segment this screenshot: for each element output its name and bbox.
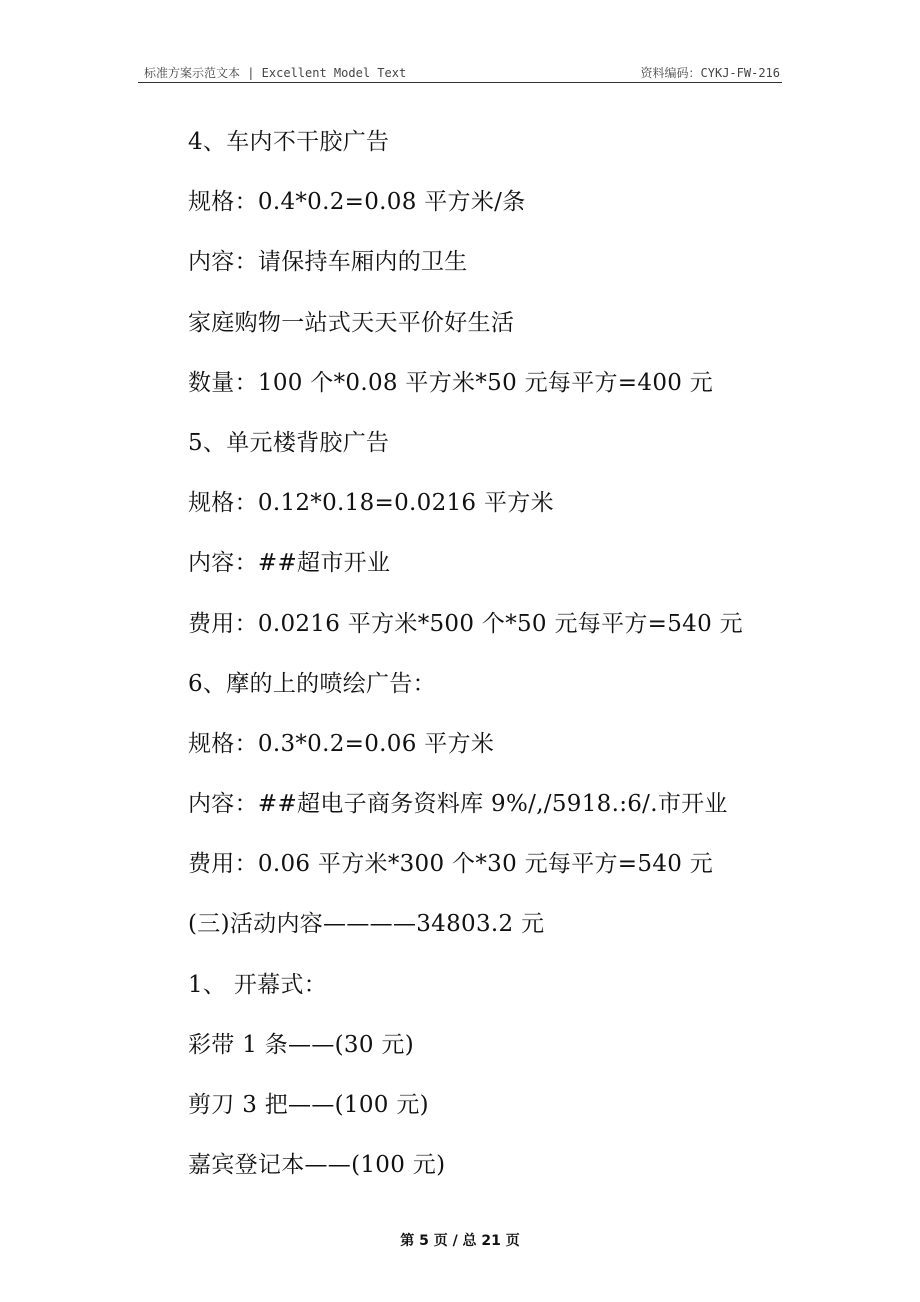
document-body: [188, 122, 788, 1205]
section-heading-motorbike-ad: 6、摩的上的喷绘广告：: [188, 670, 436, 697]
section-heading-activities: (三)活动内容————34803.2 元: [188, 911, 545, 938]
page-number: 第 5 页 / 总 21 页: [400, 1233, 520, 1249]
text-line: 家庭购物一站式天天平价好生活: [188, 309, 515, 336]
text-line: 数量：100 个*0.08 平方米*50 元每平方=400 元: [188, 369, 714, 396]
page-header: [138, 60, 782, 83]
section-heading-car-sticker: 4、车内不干胶广告: [188, 129, 390, 155]
text-line: 嘉宾登记本——(100 元): [188, 1152, 446, 1179]
text-line: 彩带 1 条——(30 元): [188, 1031, 414, 1058]
text-line: 规格：0.12*0.18=0.0216 平方米: [188, 490, 554, 517]
text-line: 剪刀 3 把——(100 元): [188, 1092, 429, 1118]
text-line: 内容：##超电子商务资料库 9%/,/5918.:6/.市开业: [188, 791, 728, 818]
document-code: 资料编码：CYKJ-FW-216: [640, 66, 780, 80]
text-line: 费用：0.06 平方米*300 个*30 元每平方=540 元: [188, 851, 714, 878]
header-title: 标准方案示范文本 | Excellent Model Text: [144, 66, 407, 80]
section-heading-opening: 1、 开幕式：: [188, 971, 328, 998]
section-heading-building-sticker: 5、单元楼背胶广告: [188, 429, 390, 456]
text-line: 内容：##超市开业: [188, 550, 391, 577]
text-line: 规格：0.4*0.2=0.08 平方米/条: [188, 189, 526, 216]
text-line: 费用：0.0216 平方米*500 个*50 元每平方=540 元: [188, 610, 743, 637]
text-line: 内容：请保持车厢内的卫生: [188, 249, 468, 276]
text-line: 规格：0.3*0.2=0.06 平方米: [188, 730, 495, 757]
